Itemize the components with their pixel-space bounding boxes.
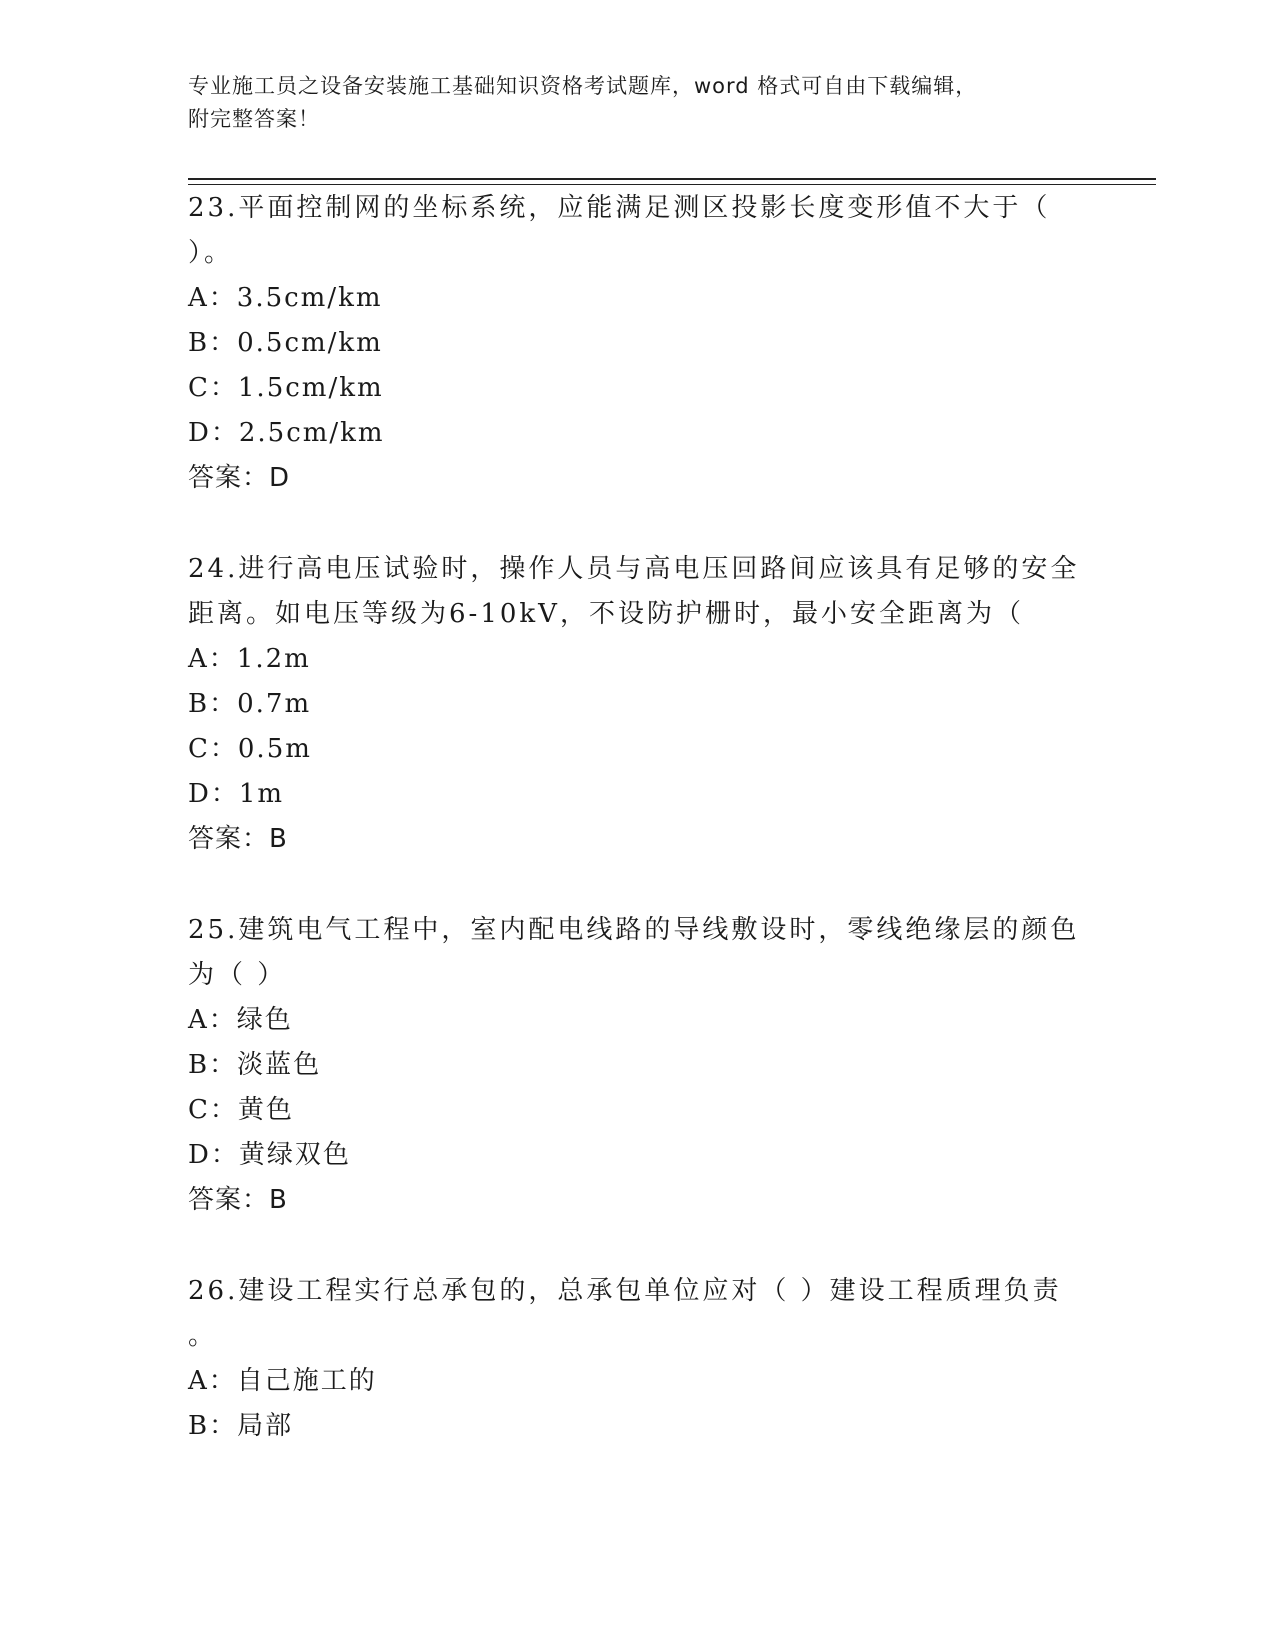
question-stem-line: 25.建筑电气工程中，室内配电线路的导线敷设时，零线绝缘层的颜色 [188,915,1080,945]
answer: 答案：B [188,824,288,854]
option-a: A：自己施工的 [188,1366,377,1396]
answer: 答案：B [188,1185,288,1215]
question-stem-line: 23.平面控制网的坐标系统，应能满足测区投影长度变形值不大于（ [188,193,1051,223]
answer: 答案：D [188,463,291,493]
option-b: B：0.7m [188,689,312,719]
option-b: B：淡蓝色 [188,1050,322,1080]
question-stem-line: 距离。如电压等级为6-10kV，不设防护栅时，最小安全距离为（ [188,599,1024,629]
option-b: B：局部 [188,1411,294,1441]
option-d: D：黄绿双色 [188,1140,351,1170]
option-c: C：0.5m [188,734,312,764]
option-b: B：0.5cm/km [188,328,383,358]
option-c: C：1.5cm/km [188,373,384,403]
option-d: D：2.5cm/km [188,418,385,448]
question-stem-line: ）。 [188,238,234,268]
header-line-1: 专业施工员之设备安装施工基础知识资格考试题库，word 格式可自由下载编辑， [188,74,978,98]
option-d: D：1m [188,779,285,809]
question-stem-line: 24.进行高电压试验时，操作人员与高电压回路间应该具有足够的安全 [188,554,1080,584]
document-header [188,70,1088,136]
question-stem-line: 26.建设工程实行总承包的，总承包单位应对（ ）建设工程质理负责 [188,1276,1062,1306]
question-stem-line: 。 [188,1321,218,1351]
question-26 [188,1269,1088,1449]
option-a: A：绿色 [188,1005,293,1035]
option-a: A：1.2m [188,644,311,674]
question-23 [188,186,1088,501]
option-c: C：黄色 [188,1095,294,1125]
question-25 [188,908,1088,1223]
option-a: A：3.5cm/km [188,283,383,313]
question-24 [188,547,1088,862]
header-line-2: 附完整答案！ [188,107,320,131]
header-divider-thick [188,178,1156,180]
header-divider-thin [188,184,1156,185]
question-stem-line: 为（ ） [188,960,287,990]
